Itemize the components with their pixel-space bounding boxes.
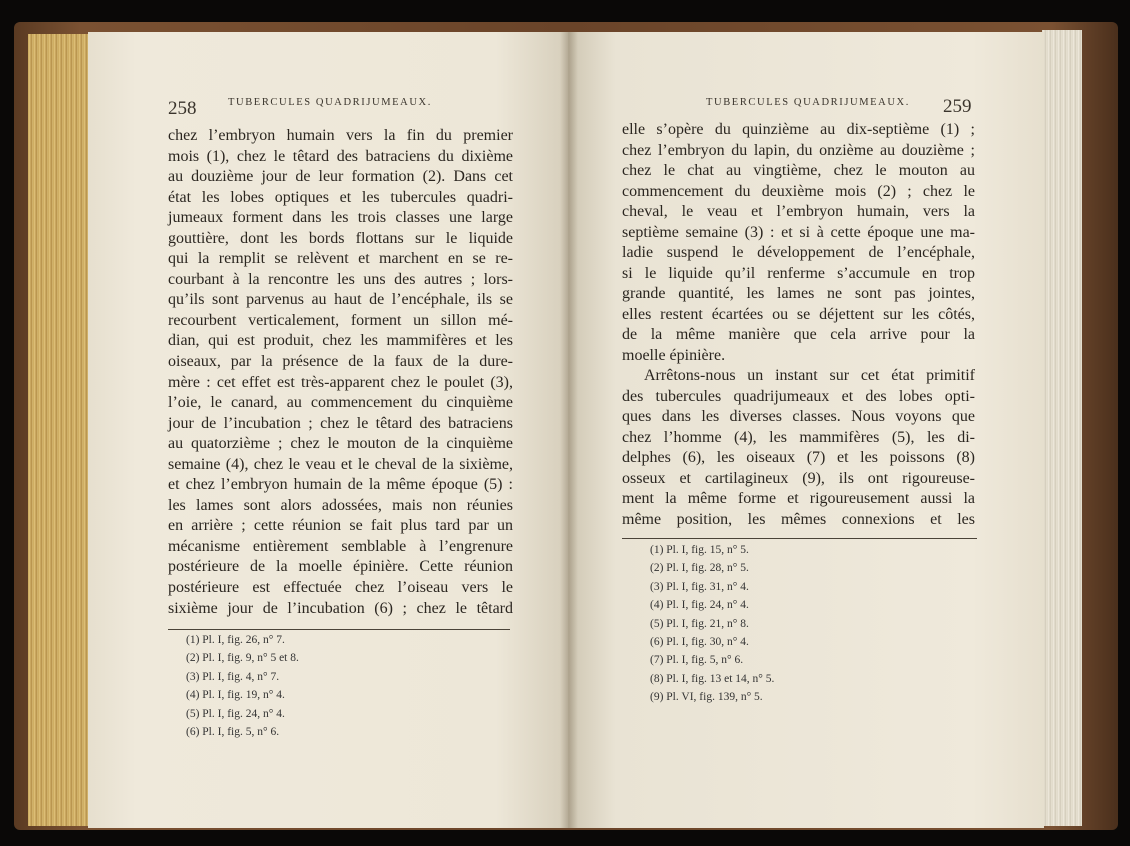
footnotes-left: [186, 631, 299, 741]
page-number-left: 258: [168, 98, 197, 119]
text-line: chez l’embryon du lapin, du onzième au douzième ;: [622, 141, 975, 159]
text-line: de la même manière que cela arrive pour la: [622, 326, 975, 344]
book-gutter: [560, 32, 578, 828]
text-line: commencement du deuxième mois (2) ; chez le: [622, 182, 975, 200]
text-line: moelle épinière.: [622, 347, 726, 365]
text-line: chez l’homme (4), les mammifères (5), les di-: [622, 428, 975, 446]
text-line: au quatorzième ; chez le mouton de la cinquième: [168, 435, 513, 453]
page-edges-left: [28, 34, 90, 826]
text-line: chez le chat au vingtième, chez le mouton au: [622, 162, 975, 180]
text-line: postérieure est effectuée chez l’oiseau vers le: [168, 579, 513, 597]
text-line: postérieure de la moelle épinière. Cette réunion: [168, 558, 513, 576]
text-line: courbant à la rencontre les uns des autres ; lors-: [168, 270, 513, 288]
text-line: septième semaine (3) : et si à cette époque une ma-: [622, 223, 975, 241]
right-body-text-paragraph-2: [622, 366, 975, 530]
footnote: (7) Pl. I, fig. 5, n° 6.: [650, 654, 744, 667]
text-line: dian, qui est produit, chez les mammifères et les: [168, 332, 513, 350]
footnote: (4) Pl. I, fig. 24, n° 4.: [650, 599, 749, 612]
text-line: delphes (6), les oiseaux (7) et les poissons (8): [622, 449, 975, 467]
footnote: (5) Pl. I, fig. 21, n° 8.: [650, 617, 749, 630]
text-line: elle s’opère du quinzième au dix-septième (1) ;: [622, 121, 975, 138]
text-line: jour de l’incubation ; chez le têtard des batraciens: [168, 414, 513, 432]
footnote: (9) Pl. VI, fig. 139, n° 5.: [650, 691, 763, 704]
footnote: (2) Pl. I, fig. 9, n° 5 et 8.: [186, 652, 299, 665]
text-line: des tubercules quadrijumeaux et des lobes opti-: [622, 387, 975, 405]
text-line: en arrière ; cette réunion se fait plus tard par un: [168, 517, 513, 535]
text-line: recourbent verticalement, forment un sillon mé-: [168, 311, 513, 329]
text-line: même position, les mêmes connexions et les: [622, 510, 975, 528]
footnote: (3) Pl. I, fig. 4, n° 7.: [186, 670, 280, 683]
text-line: semaine (4), chez le veau et le cheval de la sixième,: [168, 455, 513, 473]
text-line: chez l’embryon humain vers la fin du premier: [168, 127, 513, 144]
text-line: au douzième jour de leur formation (2). Dans cet: [168, 168, 513, 186]
footnote-rule-right: [622, 538, 977, 539]
footnote: (4) Pl. I, fig. 19, n° 4.: [186, 689, 285, 702]
footnote: (3) Pl. I, fig. 31, n° 4.: [650, 580, 749, 593]
footnote: (1) Pl. I, fig. 15, n° 5.: [650, 544, 749, 556]
text-line: grande quantité, les lames ne sont pas jointes,: [622, 285, 975, 303]
text-line: qu’ils sont parvenus au haut de l’encéphale, ils se: [168, 291, 513, 309]
text-line: jumeaux forment dans les trois classes une large: [168, 209, 513, 227]
footnote: (6) Pl. I, fig. 30, n° 4.: [650, 636, 749, 649]
running-head-left: TUBERCULES QUADRIJUMEAUX.: [228, 97, 432, 108]
text-line: gouttière, dont les bords flottans sur le liquide: [168, 229, 513, 247]
footnote-rule-left: [168, 629, 510, 630]
text-line: ladie suspend le développement de l’encéphale,: [622, 244, 975, 262]
text-line: ques dans les diverses classes. Nous voyons que: [622, 408, 975, 426]
text-line: état les lobes optiques et les tubercules quadri-: [168, 188, 513, 206]
footnotes-right: [650, 541, 774, 707]
footnote: (8) Pl. I, fig. 13 et 14, n° 5.: [650, 672, 775, 685]
footnote: (1) Pl. I, fig. 26, n° 7.: [186, 634, 285, 646]
text-line: ment la même forme et rigoureusement aussi la: [622, 490, 975, 508]
text-line: mois (1), chez le têtard des batraciens du dixième: [168, 147, 513, 165]
text-line: mère : cet effet est très-apparent chez le poulet (3),: [168, 373, 513, 391]
text-line: osseux et cartilagineux (9), ils ont rigoureuse-: [622, 469, 975, 487]
text-line: qui la remplit se relèvent et marchent en se re-: [168, 250, 513, 268]
text-line: Arrêtons-nous un instant sur cet état primitif: [644, 367, 975, 384]
text-line: l’oie, le canard, au commencement du cinquième: [168, 394, 513, 412]
right-body-text: [622, 120, 975, 367]
text-line: si le liquide qu’il renferme s’accumule en trop: [622, 264, 975, 282]
text-line: mécanisme entièrement semblable à l’engrenure: [168, 537, 513, 555]
text-line: elles restent écartées ou se déjettent sur les côtés,: [622, 305, 975, 323]
page-number-right: 259: [943, 96, 972, 117]
footnote: (5) Pl. I, fig. 24, n° 4.: [186, 707, 285, 720]
page-edges-right: [1042, 30, 1082, 826]
text-line: sixième jour de l’incubation (6) ; chez le têtard: [168, 599, 513, 617]
text-line: oiseaux, par la présence de la faux de la dure-: [168, 353, 513, 371]
footnote: (6) Pl. I, fig. 5, n° 6.: [186, 726, 280, 739]
text-line: et chez l’embryon humain de la même époque (5) :: [168, 476, 513, 494]
running-head-right: TUBERCULES QUADRIJUMEAUX.: [706, 97, 910, 108]
footnote: (2) Pl. I, fig. 28, n° 5.: [650, 562, 749, 575]
text-line: les lames sont alors adossées, mais non réunies: [168, 496, 513, 514]
left-body-text: [168, 126, 513, 619]
text-line: cheval, le veau et l’embryon humain, vers la: [622, 203, 975, 221]
